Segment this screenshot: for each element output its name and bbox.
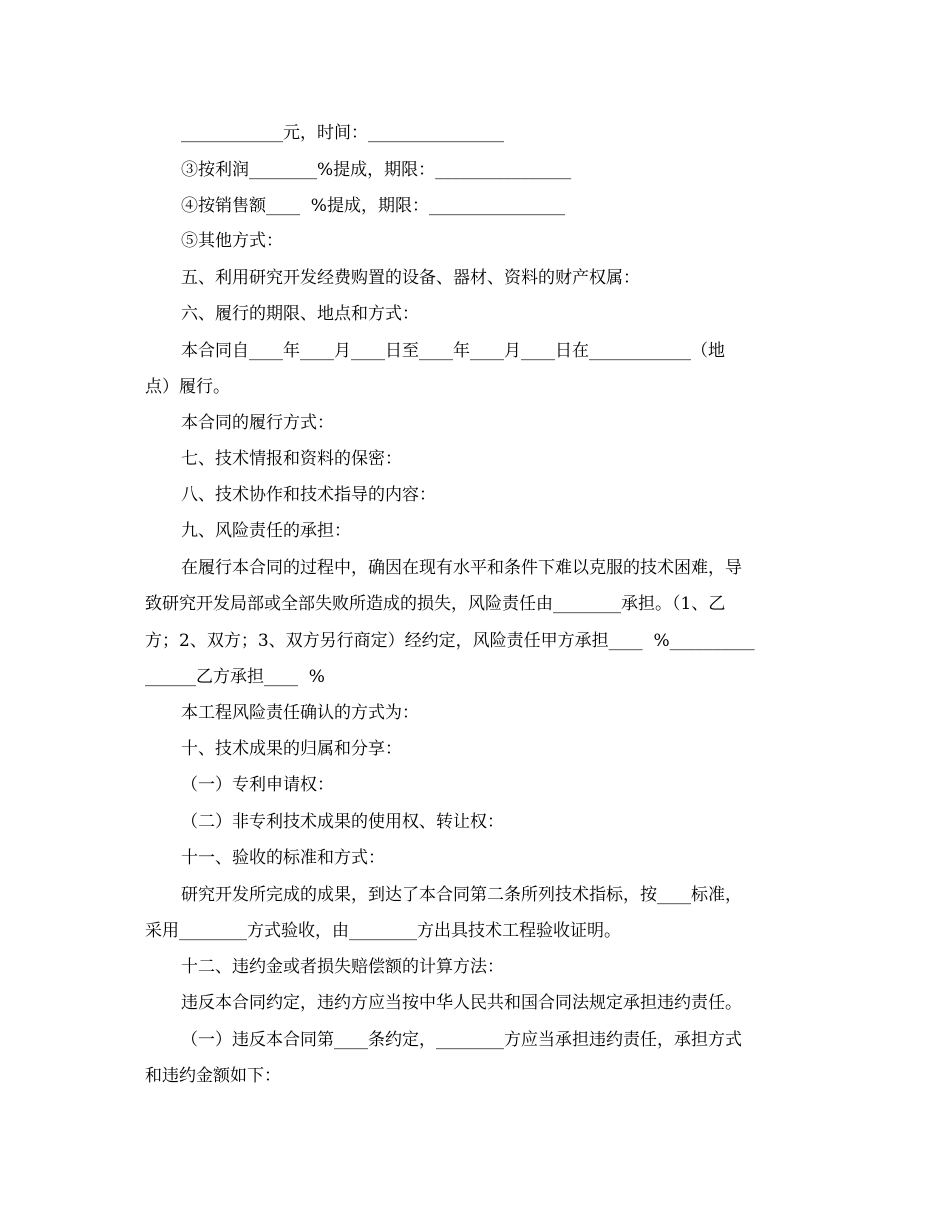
- heading-eleven: 十一、验收的标准和方式：: [181, 848, 385, 868]
- text-line: （一）违反本合同第____条约定，________方应当承担违约责任，承担方式: [181, 1030, 742, 1050]
- heading-nine: 九、风险责任的承担：: [181, 521, 351, 541]
- text-line: 致研究开发局部或全部失败所造成的损失，风险责任由________承担。（1、乙: [145, 594, 726, 614]
- text-line: 采用________方式验收，由________方出具技术工程验收证明。: [145, 921, 621, 941]
- text-line: （二）非专利技术成果的使用权、转让权：: [181, 812, 504, 832]
- heading-seven: 七、技术情报和资料的保密：: [181, 449, 402, 469]
- text-line: ③按利润________%提成，期限：________________: [181, 160, 572, 180]
- text-line: 在履行本合同的过程中，确因在现有水平和条件下难以克服的技术困难，导: [181, 558, 742, 578]
- heading-six: 六、履行的期限、地点和方式：: [181, 304, 419, 324]
- text-line: 研究开发所完成的成果，到达了本合同第二条所列技术指标，按____标准，: [181, 885, 742, 905]
- text-line: 本合同自____年____月____日至____年____月____日在____________（地: [181, 341, 725, 361]
- text-line: （一）专利申请权：: [181, 775, 334, 795]
- text-line: 本合同的履行方式：: [181, 413, 334, 433]
- text-line: ④按销售额____ %提成，期限：________________: [181, 196, 565, 216]
- heading-five: 五、利用研究开发经费购置的设备、器材、资料的财产权属：: [181, 268, 640, 288]
- heading-eight: 八、技术协作和技术指导的内容：: [181, 485, 436, 505]
- text-line: ____________元，时间：________________: [181, 123, 504, 143]
- text-line: 点）履行。: [145, 377, 230, 397]
- text-line: ⑤其他方式：: [181, 231, 283, 251]
- text-line: ______乙方承担____ %: [145, 667, 325, 687]
- heading-twelve: 十二、违约金或者损失赔偿额的计算方法：: [181, 957, 504, 977]
- text-line: 本工程风险责任确认的方式为：: [181, 703, 419, 723]
- text-line: 和违约金额如下：: [145, 1066, 281, 1086]
- text-line: 违反本合同约定，违约方应当按中华人民共和国合同法规定承担违约责任。: [181, 993, 742, 1013]
- text-line: 方；2、双方；3、双方另行商定）经约定，风险责任甲方承担____ %__________: [145, 631, 755, 651]
- heading-ten: 十、技术成果的归属和分享：: [181, 739, 402, 759]
